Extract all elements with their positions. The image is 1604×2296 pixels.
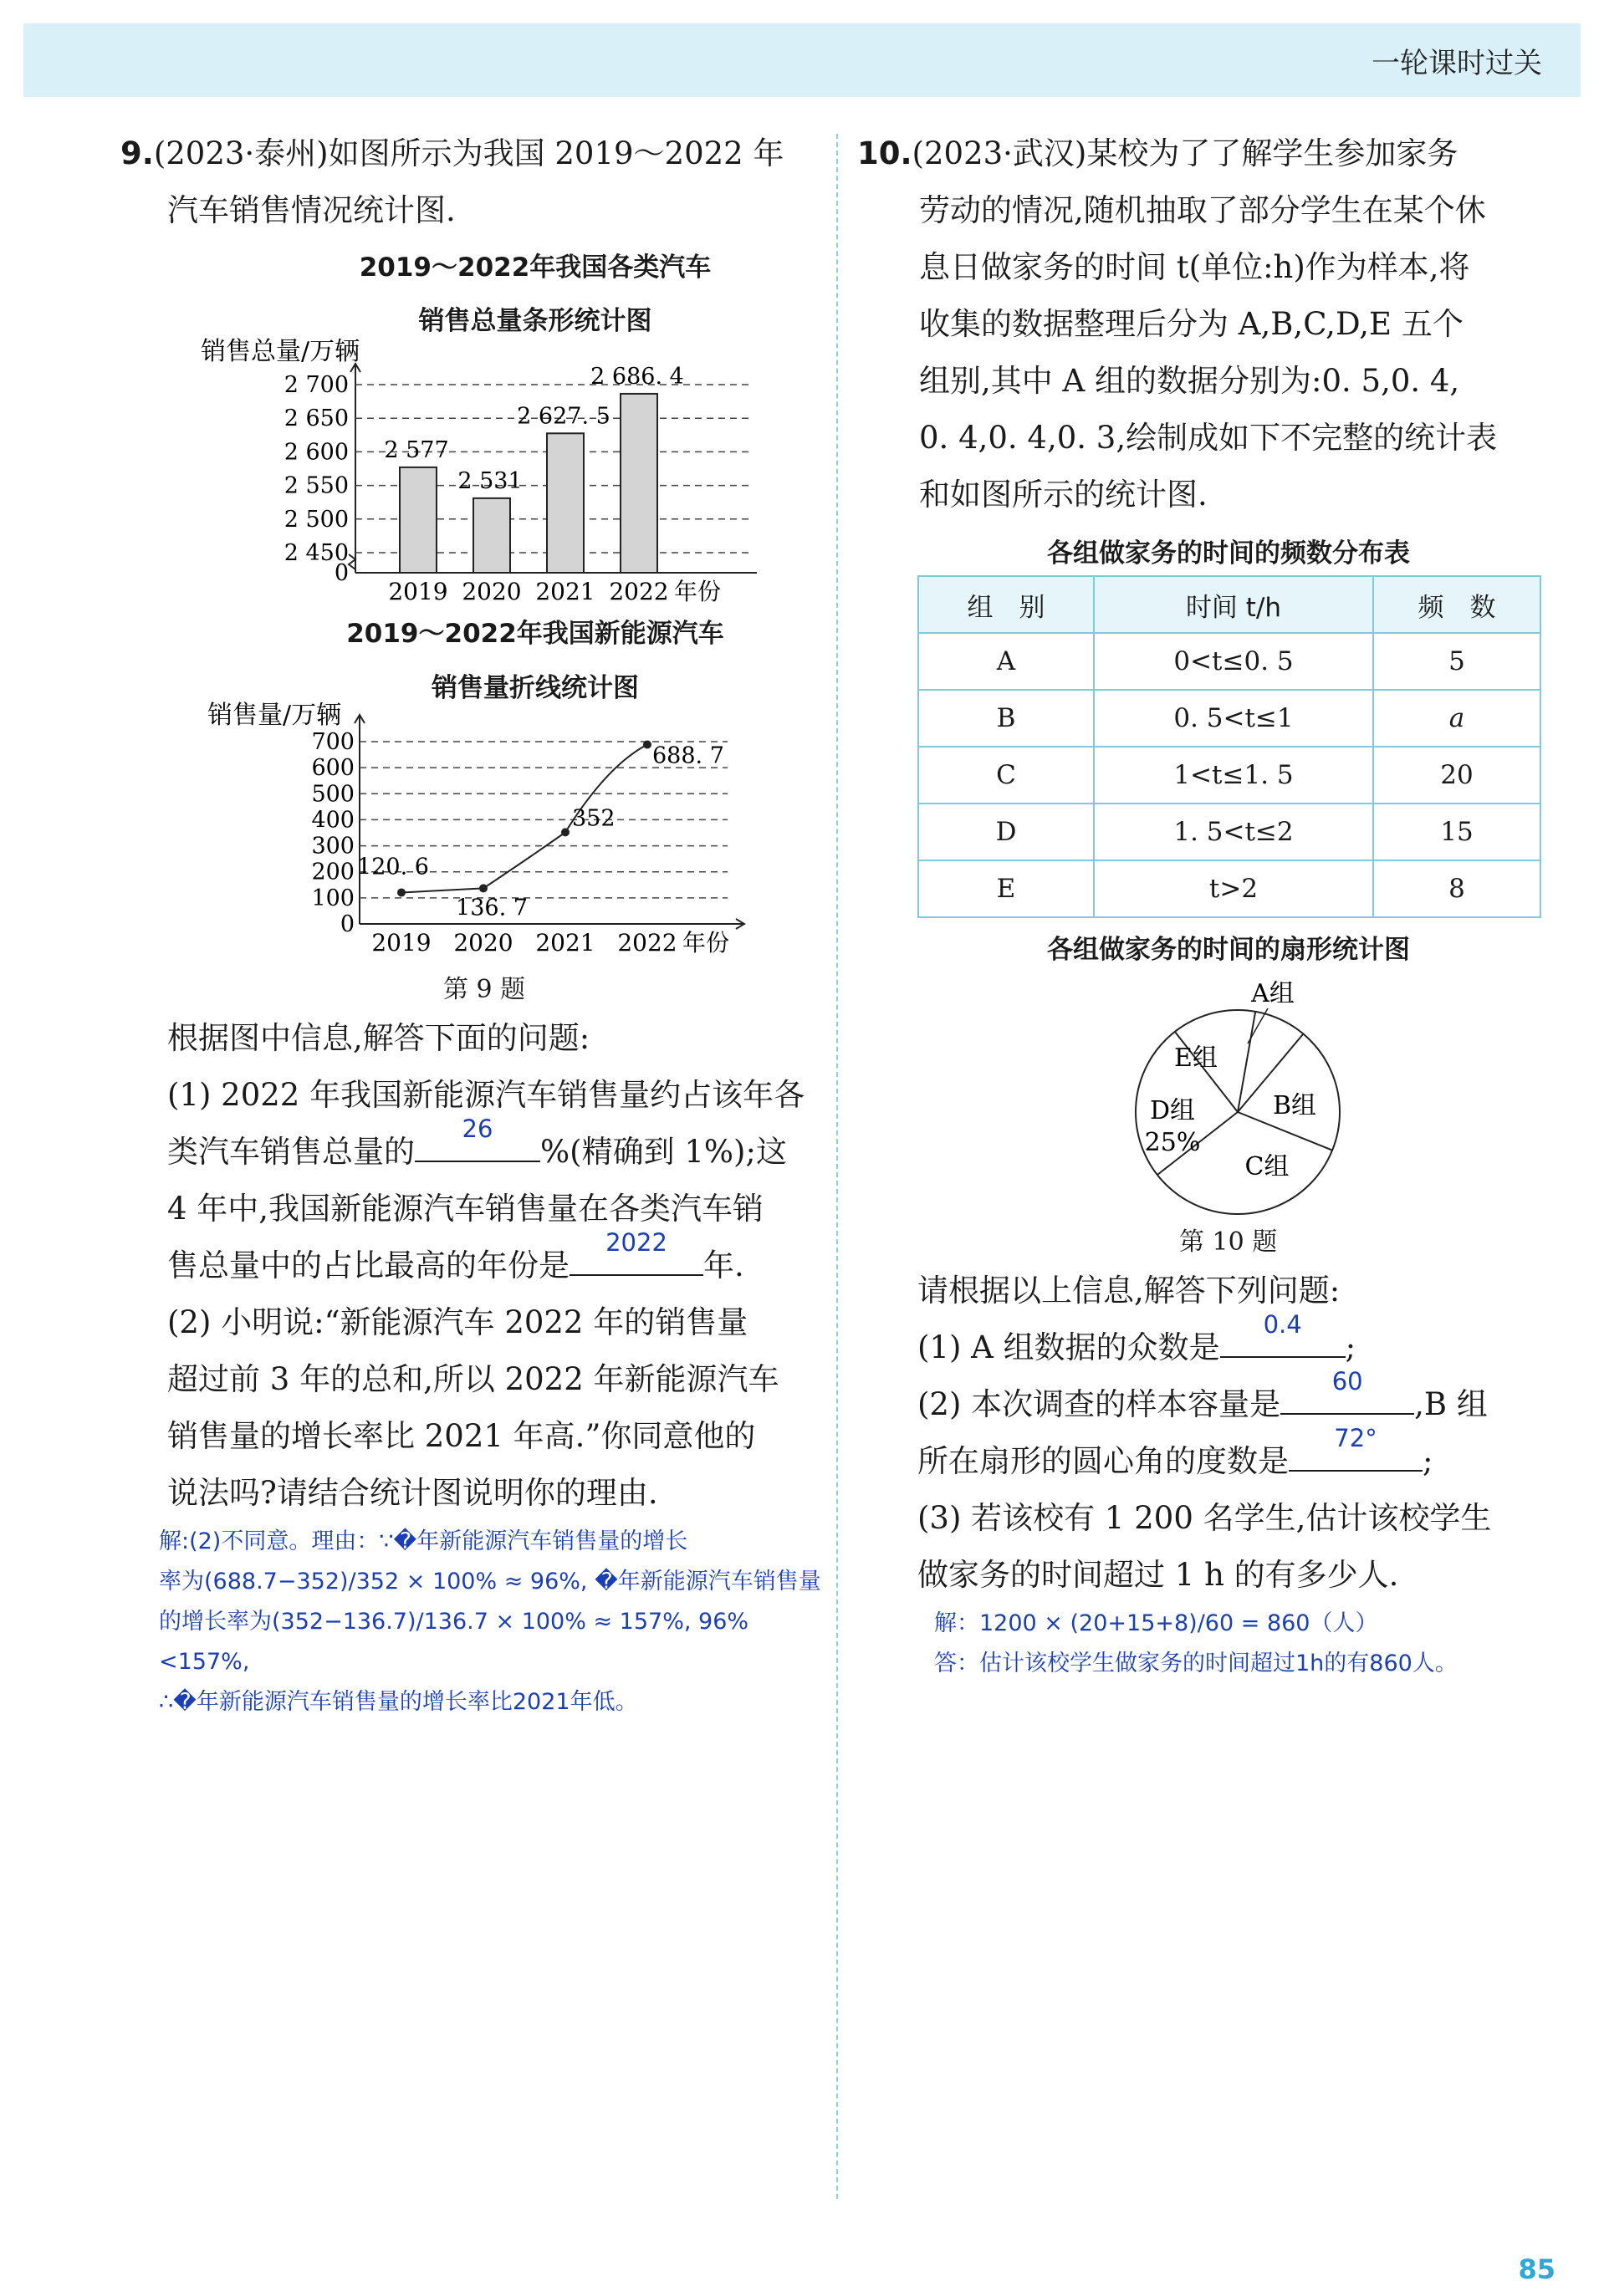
freq-th-count: 频 数 xyxy=(1373,576,1540,633)
line-chart-xtick-label: 2022 xyxy=(617,929,677,957)
line-chart-point xyxy=(561,828,570,836)
bar-chart-ytick-label: 2 500 xyxy=(284,506,349,533)
bar-chart-subtitle: 销售总量条形统计图 xyxy=(418,306,652,336)
freq-th-time: 时间 t/h xyxy=(1094,576,1373,633)
pie-chart xyxy=(1104,966,1372,1225)
q10-answer xyxy=(934,1604,1586,1684)
q10-p1: (1) A 组数据的众数是 0.4 ; xyxy=(917,1319,1586,1376)
table-cell: 8 xyxy=(1373,860,1540,917)
bar-chart-value-label: 2 686. 4 xyxy=(590,363,684,390)
line-chart-value-label: 136. 7 xyxy=(456,895,528,921)
bar-chart-ytick-label: 2 650 xyxy=(284,406,349,432)
bar-chart-value-label: 2 627. 5 xyxy=(517,403,610,430)
line-chart-ytick-label: 600 xyxy=(311,755,355,782)
header-title: 一轮课时过关 xyxy=(1372,47,1542,80)
q10-blank-angle[interactable] xyxy=(1289,1424,1423,1472)
q9-answer-line4: ∴�年新能源汽车销售量的增长率比2021年低。 xyxy=(159,1689,638,1715)
line-chart-ytick-label: 100 xyxy=(311,885,355,911)
table-cell: 0<t≤0. 5 xyxy=(1094,633,1373,690)
bar-chart-bar xyxy=(400,467,437,573)
bar-chart-ytick-label: 2 550 xyxy=(284,472,349,499)
q10-p2-line2: 所在扇形的圆心角的度数是 72° ; xyxy=(917,1433,1586,1490)
table-cell: A xyxy=(918,633,1094,690)
pie-chart-percent-label: 25% xyxy=(1144,1128,1201,1157)
table-cell: 1<t≤1. 5 xyxy=(1094,747,1373,804)
q9-p1-line2: 类汽车销售总量的 26 %(精确到 1%);这 xyxy=(167,1124,828,1181)
bar-chart xyxy=(192,330,811,606)
q10-number: 10. xyxy=(857,135,912,171)
line-chart-subtitle: 销售量折线统计图 xyxy=(432,673,639,703)
line-chart xyxy=(201,698,811,974)
q9-instruction: 根据图中信息,解答下面的问题: xyxy=(167,1020,590,1056)
pie-chart-slice-label: B组 xyxy=(1272,1091,1317,1120)
table-row xyxy=(918,633,1540,690)
line-chart-ylabel: 销售量/万辆 xyxy=(207,701,342,730)
q10-line4: 收集的数据整理后分为 A,B,C,D,E 五个 xyxy=(919,306,1464,342)
bar-chart-xtick-label: 2020 xyxy=(462,578,522,605)
table-cell: D xyxy=(918,804,1094,860)
bar-chart-value-label: 2 577 xyxy=(384,436,449,463)
line-chart-xtick-label: 2021 xyxy=(535,929,595,957)
line-chart-point xyxy=(643,741,651,749)
q9-fill-year: 2022 xyxy=(605,1228,667,1257)
line-chart-point xyxy=(479,884,488,892)
q9-fill-percent: 26 xyxy=(462,1115,493,1143)
bar-chart-bar xyxy=(473,498,510,573)
line-chart-ytick-label: 300 xyxy=(311,833,355,860)
q10-p3-line1: (3) 若该校有 1 200 名学生,估计该校学生 xyxy=(917,1500,1492,1536)
table-cell: a xyxy=(1373,690,1540,747)
q9-p2-line2: 超过前 3 年的总和,所以 2022 年新能源汽车 xyxy=(167,1361,779,1397)
table-cell: t>2 xyxy=(1094,860,1373,917)
line-chart-value-label: 688. 7 xyxy=(652,742,724,769)
q10-answer-line2: 答：估计该校学生做家务的时间超过1h的有860人。 xyxy=(934,1651,1458,1676)
table-cell: 0. 5<t≤1 xyxy=(1094,690,1373,747)
line-chart-ytick-label: 700 xyxy=(311,729,355,755)
line-chart-point xyxy=(397,888,406,896)
line-chart-ytick-label: 400 xyxy=(311,807,355,834)
line-chart-value-label: 352 xyxy=(572,805,616,832)
q10-line2: 劳动的情况,随机抽取了部分学生在某个休 xyxy=(919,192,1486,228)
table-cell: 20 xyxy=(1373,747,1540,804)
q9-p2-line1: (2) 小明说:“新能源汽车 2022 年的销售量 xyxy=(167,1304,748,1340)
q10-line7: 和如图所示的统计图. xyxy=(919,477,1208,513)
pie-chart-slice-label: A组 xyxy=(1251,979,1295,1008)
pie-chart-slice-label: D组 xyxy=(1149,1096,1196,1125)
bar-chart-axis-break xyxy=(349,554,355,569)
q9-blank-percent[interactable] xyxy=(415,1115,540,1162)
line-chart-ytick-label: 500 xyxy=(311,781,355,808)
table-cell: 5 xyxy=(1373,633,1540,690)
bar-chart-xtick-label: 2021 xyxy=(535,578,595,605)
q9-p2-line3: 销售量的增长率比 2021 年高.”你同意他的 xyxy=(167,1418,756,1454)
table-row xyxy=(918,747,1540,804)
bar-chart-value-label: 2 531 xyxy=(457,467,523,494)
table-row xyxy=(918,860,1540,917)
q10-line5: 组别,其中 A 组的数据分别为:0. 5,0. 4, xyxy=(919,363,1460,399)
bar-chart-ytick-label: 2 450 xyxy=(284,540,349,566)
bar-chart-xtick-label: 2019 xyxy=(388,578,448,605)
line-chart-xtick-label: 2019 xyxy=(371,929,432,957)
bar-chart-title: 2019～2022年我国各类汽车 xyxy=(359,253,712,283)
q10-line1: (2023·武汉)某校为了了解学生参加家务 xyxy=(912,135,1458,171)
line-chart-xtick-label: 2020 xyxy=(453,929,513,957)
q10-answer-line1: 解：1200 × (20+15+8)/60 = 860（人） xyxy=(934,1610,1378,1636)
table-cell: B xyxy=(918,690,1094,747)
q9-answer-line2: 率为(688.7−352)/352 × 100% ≈ 96%, �年新能源汽车销售量 xyxy=(159,1569,821,1594)
line-chart-xlabel: 年份 xyxy=(682,929,730,957)
bar-chart-ytick-label: 0 xyxy=(334,560,349,586)
page-number: 85 xyxy=(1518,2253,1555,2285)
q10-fill-mode: 0.4 xyxy=(1263,1310,1302,1339)
q10-line6: 0. 4,0. 4,0. 3,绘制成如下不完整的统计表 xyxy=(919,420,1498,456)
freq-th-group: 组 别 xyxy=(918,576,1094,633)
q10-stem xyxy=(857,125,1576,523)
bar-chart-xtick-label: 2022 xyxy=(609,578,669,605)
line-chart-title: 2019～2022年我国新能源汽车 xyxy=(346,619,724,649)
pie-chart-title: 各组做家务的时间的扇形统计图 xyxy=(1047,935,1410,965)
q10-blank-mode[interactable] xyxy=(1220,1310,1346,1358)
q9-parts xyxy=(167,1010,828,1522)
q9-stem-line1: (2023·泰州)如图所示为我国 2019～2022 年 xyxy=(153,135,784,171)
table-row xyxy=(918,804,1540,860)
q9-answer-line1: 解:(2)不同意。理由：∵�年新能源汽车销售量的增长 xyxy=(159,1528,688,1554)
line-chart-ytick-label: 0 xyxy=(340,911,355,937)
q10-p3-line2: 做家务的时间超过 1 h 的有多少人. xyxy=(917,1557,1399,1593)
pie-chart-slice-label: C组 xyxy=(1244,1152,1290,1181)
q9-blank-year[interactable] xyxy=(570,1228,703,1276)
pie-chart-slice-label: E组 xyxy=(1174,1043,1218,1073)
q10-line3: 息日做家务的时间 t(单位:h)作为样本,将 xyxy=(919,249,1470,285)
q10-blank-sample[interactable] xyxy=(1280,1367,1414,1415)
table-cell: C xyxy=(918,747,1094,804)
bar-chart-ytick-label: 2 700 xyxy=(284,372,349,398)
table-cell: 15 xyxy=(1373,804,1540,860)
freq-table-header-row xyxy=(918,576,1540,633)
q9-stem xyxy=(120,125,823,239)
q10-figure-label: 第 10 题 xyxy=(1179,1227,1278,1257)
column-divider xyxy=(836,134,838,2199)
q9-figure-label: 第 9 题 xyxy=(443,975,526,1004)
bar-chart-ylabel: 销售总量/万辆 xyxy=(201,337,360,366)
q10-parts xyxy=(917,1263,1586,1604)
q9-p2-line4: 说法吗?请结合统计图说明你的理由. xyxy=(167,1475,658,1511)
q10-p2-line1: (2) 本次调查的样本容量是 60 ,B 组 xyxy=(917,1376,1586,1433)
line-chart-ytick-label: 200 xyxy=(311,859,355,885)
line-chart-value-label: 120. 6 xyxy=(357,854,429,880)
q10-fill-sample: 60 xyxy=(1331,1367,1363,1395)
freq-table xyxy=(917,575,1541,918)
q9-p1-line3: 4 年中,我国新能源汽车销售量在各类汽车销 xyxy=(167,1191,764,1227)
q9-p1-line1: (1) 2022 年我国新能源汽车销售量约占该年各 xyxy=(167,1077,805,1113)
table-cell: E xyxy=(918,860,1094,917)
q9-p1-line4: 售总量中的占比最高的年份是 2022 年. xyxy=(167,1237,828,1294)
page-header xyxy=(23,23,1581,97)
q9-number: 9. xyxy=(120,135,154,171)
q9-stem-line2: 汽车销售情况统计图. xyxy=(167,192,456,228)
table-row xyxy=(918,690,1540,747)
q10-instruction: 请根据以上信息,解答下列问题: xyxy=(917,1273,1341,1309)
freq-table-title: 各组做家务的时间的频数分布表 xyxy=(1047,538,1410,569)
q9-answer xyxy=(159,1522,828,1722)
bar-chart-xlabel: 年份 xyxy=(674,578,722,605)
bar-chart-bar xyxy=(621,394,657,573)
q10-fill-angle: 72° xyxy=(1334,1424,1377,1452)
bar-chart-bar xyxy=(547,433,584,573)
bar-chart-ytick-label: 2 600 xyxy=(284,439,349,466)
table-cell: 1. 5<t≤2 xyxy=(1094,804,1373,860)
q9-answer-line3: 的增长率为(352−136.7)/136.7 × 100% ≈ 157%, 96%<157%, xyxy=(159,1609,749,1675)
